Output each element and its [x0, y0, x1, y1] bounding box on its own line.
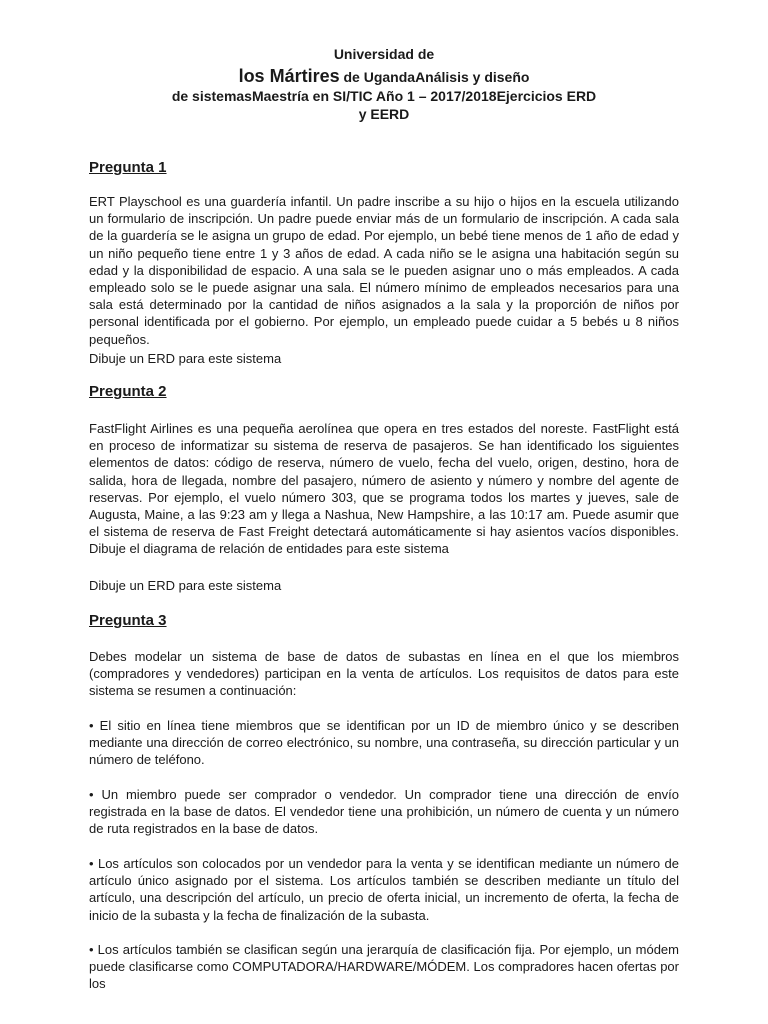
question-3-intro: Debes modelar un sistema de base de datos de subastas en línea en el que los miembros (compradores y vendedores) participan en la venta de artículos. Los requisitos de datos para este sistema se resumen a continuación: — [89, 649, 679, 699]
question-3-bullet: • El sitio en línea tiene miembros que se identifican por un ID de miembro único y se describen mediante una dirección de correo electrónico, su nombre, una contraseña, su dirección particular y un número de teléfono. — [89, 718, 679, 768]
question-3-bullet: • Los artículos también se clasifican según una jerarquía de clasificación fija. Por ejemplo, un módem puede clasificarse como COMPUTADORA/HARDWARE/MÓDEM. Los compradores hacen ofertas por los — [89, 942, 679, 992]
question-1-body: ERT Playschool es una guardería infantil. Un padre inscribe a su hijo o hijos en la escuela utilizando un formulario de inscripción. Un padre puede enviar más de un formulario de inscripción. A cada sala de la guardería se le asigna un grupo de edad. Por ejemplo, un bebé tiene menos de 1 año de edad y un niño pequeño tiene entre 1 y 3 años de edad. A cada niño se le asigna una habitación según su edad y la disponibilidad de espacio. A una sala se le pueden asignar uno o más empleados. A cada empleado solo se le puede asignar una sala. El número mínimo de empleados necesarios para una sala está determinado por la cantidad de niños asignados a la sala y la proporción de niños por personal identificada por el gobierno. Por ejemplo, un empleado puede cuidar a 5 bebés u 8 niños pequeños. — [89, 194, 679, 347]
header-line-2 — [0, 64, 768, 89]
header-line-3: de sistemasMaestría en SI/TIC Año 1 – 2017/2018Ejercicios ERD — [171, 88, 597, 104]
header-line-2-rest: de UgandaAnálisis y diseño — [339, 69, 530, 85]
header-line-1: Universidad de — [333, 46, 435, 62]
question-2-body: FastFlight Airlines es una pequeña aerolínea que opera en tres estados del noreste. FastFlight está en proceso de informatizar su sistema de reserva de pasajeros. Se han identificado los siguientes elementos de datos: código de reserva, número de vuelo, fecha del vuelo, origen, destino, hora de salida, hora de llegada, nombre del pasajero, número de asiento y número y nombre del agente de reservas. Por ejemplo, el vuelo número 303, que se programa todos los martes y jueves, sale de Augusta, Maine, a las 9:23 am y llega a Nashua, New Hampshire, a las 10:17 am. Puede asumir que el sistema de reserva de Fast Freight detectará automáticamente si hay asientos vacíos disponibles. Dibuje el diagrama de relación de entidades para este sistema — [89, 421, 679, 557]
question-2-task: Dibuje un ERD para este sistema — [89, 578, 282, 593]
question-3-heading: Pregunta 3 — [89, 612, 167, 629]
question-2-heading: Pregunta 2 — [89, 383, 167, 400]
question-3-bullet: • Un miembro puede ser comprador o vendedor. Un comprador tiene una dirección de envío registrada en la base de datos. El vendedor tiene una prohibición, un número de cuenta y un número de ruta registrados en la base de datos. — [89, 787, 679, 837]
question-1-task: Dibuje un ERD para este sistema — [89, 351, 282, 366]
header-title-large: los Mártires — [238, 66, 340, 86]
header-line-4: y EERD — [358, 106, 410, 122]
question-1-heading: Pregunta 1 — [89, 159, 167, 176]
question-3-bullet: • Los artículos son colocados por un vendedor para la venta y se identifican mediante un número de artículo único asignado por el sistema. Los artículos también se describen mediante un título del artículo, una descripción del artículo, un precio de oferta inicial, un incremento de oferta, la fecha de inicio de la subasta y la fecha de finalización de la subasta. — [89, 856, 679, 923]
